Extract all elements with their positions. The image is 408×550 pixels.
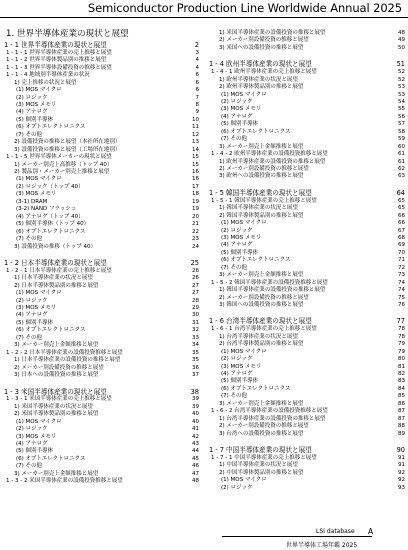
toc-entry-title: (3) MOS メモリ (221, 234, 262, 241)
toc-entry-page: 49 (398, 37, 405, 44)
toc-entry-page: 9 (195, 109, 199, 116)
toc-entry-title: 1 - 4 - 1 欧州半導体産業の売上推移と展望 (211, 69, 317, 76)
toc-entry-title: (5) 個別半導体 (221, 121, 259, 128)
toc-entry-title: (6) オプトエレクトロニクス (16, 124, 86, 131)
toc-entry-title: (2) ロジック (16, 297, 48, 304)
toc-entry-title: 3) 台湾への設備投資の推移と展望 (219, 430, 304, 437)
toc-entry-page: 18 (192, 191, 199, 198)
toc-entry-title: 1) 台湾半導体産業の状況と展望 (219, 333, 298, 340)
toc-entry-title: (7) その他 (16, 131, 43, 138)
toc-entry-title: (5) 個別半導体 (221, 378, 259, 385)
toc-entry-page: 67 (398, 227, 405, 234)
toc-entry-title: (6) オプトエレクトロニクス (221, 128, 291, 135)
toc-entry-page: 36 (192, 364, 199, 371)
toc-entry-title: 3) 米国への設備投資の推移と展望 (219, 44, 304, 51)
toc-entry-page: 38 (190, 387, 199, 396)
toc-entry-page: 83 (398, 378, 405, 385)
toc-entry-page: 43 (192, 441, 199, 447)
toc-entry-title: 3) メーカー別売上金額推移と展望 (219, 143, 304, 150)
toc-entry-title: 3) メーカー別売上金額推移と展望 (14, 470, 99, 477)
toc-entry-page: 74 (398, 287, 405, 294)
toc-entry-title: 1) 韓国半導体産業の状況と展望 (219, 205, 298, 212)
toc-entry-title: 3) メーカー別売上金額推移と展望 (14, 342, 99, 349)
toc-entry-page: 3 (195, 49, 199, 56)
toc-entry-page: 34 (192, 342, 199, 349)
toc-entry-title: 1 - 7 中国半導体産業の現状と展望 (209, 446, 312, 454)
toc-entry-page: 28 (192, 297, 199, 304)
toc-entry-page: 58 (398, 128, 405, 135)
toc-entry-title: (2) ロジック (221, 484, 253, 491)
toc-entry-page: 92 (398, 469, 405, 476)
toc-entry-page: 76 (398, 302, 405, 308)
toc-entry-page: 53 (398, 91, 405, 98)
toc-entry-title: 1) 日本半導体産業の設備投資の推移と展望 (14, 357, 121, 364)
toc-entry (4, 243, 199, 251)
toc-entry-page: 52 (398, 76, 405, 83)
toc-entry-title: 3) 設備投資の推移（トップ 40） (14, 243, 96, 250)
toc-entry-page: 79 (398, 341, 405, 348)
toc-entry-title: (4) アナログ (16, 109, 48, 116)
toc-entry-page: 71 (398, 257, 405, 264)
toc-entry-title: 1) 米国半導体産業の設備投資の推移と展望 (219, 30, 326, 36)
footer-mark: A (368, 527, 374, 536)
toc-entry-title: 1 - 1 - 3 世界半導体設備投資の推移と展望 (6, 64, 112, 71)
toc-entry-title: (4) アナログ (221, 370, 253, 377)
toc-entry-title: 1) 台湾半導体産業の設備投資の推移と展望 (219, 415, 326, 422)
toc-entry-title: 3) メーカー別売上金額推移と展望 (219, 272, 304, 279)
toc-entry-title: (5) 個別半導体 (16, 448, 54, 455)
toc-entry-page: 19 (192, 198, 199, 205)
toc-entry-page: 15 (192, 161, 199, 168)
toc-entry-title: 1 - 5 韓国半導体産業の現状と展望 (209, 188, 312, 197)
toc-entry-page: 70 (398, 249, 405, 256)
toc-entry-title: (1) MOS マイクロ (221, 348, 267, 355)
toc-entry-page: 40 (192, 418, 199, 425)
toc-entry-title: (3) MOS メモリ (16, 305, 57, 311)
toc-entry-page: 46 (192, 463, 199, 470)
toc-entry (209, 44, 405, 52)
toc-entry-page: 61 (398, 158, 405, 165)
toc-entry-page: 11 (192, 124, 199, 131)
toc-entry-page: 27 (192, 290, 199, 297)
toc-entry-page: 52 (398, 69, 405, 76)
toc-entry-title: 1 - 3 - 1 米国半導体産業の売上推移と展望 (6, 396, 112, 403)
toc-entry-title: 3) メーカー別売上金額推移と展望 (219, 400, 304, 407)
toc-entry-page: 33 (192, 334, 199, 341)
toc-entry-title: 1 - 4 - 2 欧州半導体産業の設備投資推移と展望 (211, 151, 328, 158)
toc-entry-page: 2 (194, 41, 199, 49)
toc-entry-title: 2) 製品別・メーカー別売上推移と展望 (14, 169, 110, 175)
toc-entry-title: (1) MOS マイクロ (16, 176, 62, 183)
toc-entry-title: 1 - 6 台湾半導体産業の現状と展望 (209, 317, 312, 326)
toc-entry-page: 39 (192, 396, 199, 403)
toc-entry-title: (6) オプトエレクトロニクス (221, 385, 291, 392)
toc-entry-title: (1) MOS マイクロ (16, 418, 62, 425)
toc-entry-page: 66 (398, 212, 405, 219)
toc-entry-page: 19 (192, 206, 199, 213)
toc-entry-title: (7) その他 (221, 264, 248, 271)
chapter-title: 1. 世界半導体産業の現状と展望 (6, 29, 129, 39)
toc-entry-page: 45 (192, 455, 199, 462)
toc-entry-title: (7) その他 (221, 136, 248, 143)
toc-entry-title: 2) 設備投資の推移と展望（本社所在地別） (14, 139, 121, 146)
toc-entry-title: 1 - 6 - 1 台湾半導体産業の売上推移と展望 (211, 326, 317, 333)
toc-entry-title: 2) 日本半導体製品別の推移と展望 (14, 282, 99, 289)
toc-entry-title: 1 - 3 - 2 米国半導体産業の設備投資推移と展望 (6, 478, 123, 485)
toc-entry-page: 29 (192, 305, 199, 311)
toc-entry-page: 53 (398, 84, 405, 91)
toc-entry-title: (3) MOS メモリ (16, 433, 57, 440)
toc-entry-page: 80 (398, 356, 405, 363)
toc-entry-title: (3) MOS メモリ (221, 363, 262, 370)
toc-entry-title: (6) オプトエレクトロニクス (16, 455, 86, 462)
toc-entry-title: 1 - 5 - 2 韓国半導体産業の設備投資推移と展望 (211, 279, 328, 286)
toc-entry-page: 84 (398, 385, 405, 392)
toc-entry-page: 54 (398, 98, 405, 105)
toc-entry (209, 60, 405, 68)
toc-entry-page: 86 (398, 400, 405, 407)
toc-entry-title: (4) アナログ (16, 312, 48, 319)
toc-entry-title: 1) 中国半導体産業の状況と展望 (219, 462, 298, 469)
toc-entry (4, 388, 199, 396)
toc-entry-page: 63 (398, 173, 405, 180)
toc-entry-title: (3) MOS メモリ (16, 101, 57, 108)
toc-entry-page: 85 (398, 393, 405, 400)
toc-entry-title: (5) 個別半導体（トップ 40） (16, 221, 90, 228)
toc-entry-page: 32 (192, 327, 199, 334)
toc-entry-page: 64 (396, 188, 405, 197)
toc-entry-title: 3) 設備投資の推移と展望（工場所在地別） (14, 146, 121, 153)
toc-entry-page: 35 (192, 357, 199, 364)
toc-entry-page: 20 (192, 213, 199, 220)
toc-entry-title: (5) 個別半導体 (16, 319, 54, 326)
toc-entry-page: 39 (192, 403, 199, 410)
toc-entry-page: 16 (192, 176, 199, 183)
toc-entry-title: (2) ロジック (221, 98, 253, 105)
toc-entry-page: 79 (398, 348, 405, 355)
toc-entry-title: (5) 個別半導体 (16, 116, 54, 123)
toc-entry-page: 89 (398, 430, 405, 437)
toc-entry-page: 4 (195, 57, 199, 64)
toc-entry-title: 2) 欧州半導体製品別の推移と展望 (219, 84, 304, 91)
toc-entry-title: 2) 米国半導体製品別の推移と展望 (14, 411, 99, 418)
toc-entry (4, 371, 199, 379)
toc-entry-page: 62 (398, 166, 405, 172)
toc-entry-title: 3) 日本への設備投資の推移と展望 (14, 372, 99, 379)
toc-entry-page: 51 (396, 60, 405, 69)
toc-entry-page: 77 (396, 317, 405, 326)
toc-entry-page: 91 (398, 454, 405, 461)
toc-entry-title: (3-1) DRAM (16, 198, 48, 205)
toc-entry (209, 484, 405, 492)
toc-entry-page: 57 (398, 121, 405, 128)
toc-entry-page: 6 (195, 79, 199, 86)
toc-entry-page: 65 (398, 205, 405, 212)
toc-entry-page: 93 (398, 484, 405, 491)
toc-entry-title: (6) オプトエレクトロニクス (16, 228, 86, 235)
toc-entry-title: (4) アナログ (221, 113, 253, 120)
toc-entry-page: 4 (195, 64, 199, 71)
toc-entry-title: (5) 個別半導体 (221, 249, 259, 256)
toc-entry-title: 2) メーカー別設備投資の推移と展望 (14, 364, 104, 371)
toc-entry (4, 259, 199, 267)
toc-entry-title: 1 - 2 - 2 日本半導体産業の設備投資推移と展望 (6, 349, 123, 356)
toc-entry-page: 7 (195, 94, 199, 101)
footer-database: LSI database (316, 528, 355, 535)
toc-entry-title: (1) MOS マイクロ (221, 477, 267, 484)
toc-entry-page: 61 (398, 151, 405, 158)
toc-entry-title: 1 - 4 欧州半導体産業の現状と展望 (209, 60, 312, 69)
toc-entry-title: 1) 欧州半導体産業の状況と展望 (219, 76, 298, 83)
toc-entry-page: 82 (398, 370, 405, 377)
toc-entry-title: 1) 日本半導体産業の状況と展望 (14, 275, 93, 282)
toc-entry-page: 26 (192, 275, 199, 282)
toc-entry-page: 50 (398, 44, 405, 51)
toc-entry-page: 6 (195, 87, 199, 94)
toc-entry-page: 59 (398, 136, 405, 143)
toc-entry-page: 56 (398, 113, 405, 120)
toc-entry (209, 189, 405, 197)
toc-entry-page: 22 (192, 228, 199, 235)
toc-entry-page: 78 (398, 333, 405, 340)
toc-entry (209, 301, 405, 309)
footer-publication: 世界半導体工場年鑑 2025 (286, 542, 358, 549)
header-title: Semiconductor Production Line Worldwide Annual 2025 (87, 1, 402, 15)
toc-entry-page: 88 (398, 423, 405, 430)
toc-entry-page: 91 (398, 462, 405, 469)
toc-entry-page: 14 (192, 146, 199, 153)
toc-entry-page: 87 (398, 415, 405, 422)
toc-entry-page: 92 (398, 477, 405, 484)
page-header (0, 0, 408, 19)
toc-entry-title: 2) 韓国半導体製品別の推移と展望 (219, 212, 304, 219)
toc-entry-title: 2) 中国半導体製品別の推移と展望 (219, 469, 304, 476)
toc-entry-title: (3) MOS メモリ (16, 191, 57, 198)
toc-entry-title: (1) MOS マイクロ (221, 220, 267, 227)
toc-entry-page: 44 (192, 448, 199, 455)
toc-entry-page: 65 (398, 197, 405, 204)
toc-entry-page: 90 (396, 446, 405, 454)
toc-entry-title: 1 - 1 - 4 地域別半導体産業の状況 (6, 72, 90, 79)
toc-entry-title: 1 - 6 - 2 台湾半導体産業の設備投資推移と展望 (211, 408, 328, 415)
toc-entry-page: 68 (398, 234, 405, 241)
toc-entry-page: 48 (398, 30, 405, 36)
toc-entry-title: 1 - 1 - 1 世界半導体産業の売上推移と展望 (6, 49, 112, 56)
toc-entry-title: 1 - 1 世界半導体産業の現状と展望 (4, 41, 107, 49)
toc-entry-page: 30 (192, 312, 199, 319)
toc-entry-page: 72 (398, 264, 405, 271)
toc-entry-page: 74 (398, 279, 405, 286)
toc-entry-page: 12 (192, 131, 199, 138)
toc-entry-title: (7) その他 (16, 236, 43, 243)
toc-entry-page: 16 (192, 169, 199, 175)
toc-entry-title: (2) ロジック (221, 356, 253, 363)
toc-entry-title: (3-2) NAND フラッシュ (16, 206, 77, 213)
toc-entry-title: (7) その他 (16, 334, 43, 341)
toc-entry-title: (7) その他 (221, 393, 248, 400)
toc-entry-page: 25 (190, 258, 199, 267)
toc-entry-title: (2) ロジック (16, 426, 48, 433)
toc-entry-page: 6 (195, 72, 199, 79)
footer-rule (222, 536, 372, 537)
toc-entry-title: (3) MOS メモリ (221, 106, 262, 113)
toc-entry-page: 87 (398, 408, 405, 415)
toc-entry-page: 42 (192, 433, 199, 440)
toc-entry-page: 48 (192, 478, 199, 485)
toc-entry-page: 24 (192, 243, 199, 250)
toc-entry (209, 430, 405, 438)
toc-entry-page: 41 (192, 426, 199, 433)
toc-entry-page: 81 (398, 363, 405, 370)
toc-entry-title: (4) アナログ (221, 242, 253, 249)
toc-entry-page: 78 (398, 326, 405, 333)
toc-entry-page: 55 (398, 106, 405, 113)
toc-entry-title: (6) オプトエレクトロニクス (16, 327, 86, 334)
toc-entry-page: 31 (192, 319, 199, 326)
toc-entry (209, 317, 405, 325)
toc-entry-page: 73 (398, 272, 405, 279)
toc-entry-page: 75 (398, 294, 405, 301)
toc-entry (209, 446, 405, 454)
toc-entry-title: (7) その他 (16, 463, 43, 470)
toc-entry (4, 477, 199, 485)
toc-entry-title: (6) オプトエレクトロニクス (221, 257, 291, 264)
toc-entry-title: 1 - 1 - 5 世界半導体メーカーの現状と展望 (6, 154, 112, 161)
toc-entry-page: 66 (398, 220, 405, 227)
toc-entry-page: 26 (192, 267, 199, 274)
toc-entry-page: 17 (192, 183, 199, 190)
toc-entry (4, 41, 199, 49)
toc-entry-title: (2) ロジック（トップ 40） (16, 183, 84, 190)
toc-entry-title: 1) 欧州半導体産業の設備投資の推移と展望 (219, 158, 326, 165)
toc-entry-page: 13 (192, 139, 199, 146)
toc-entry-title: 1) 売上推移の状況と展望 (14, 79, 77, 86)
toc-entry-title: 1 - 2 日本半導体産業の現状と展望 (4, 258, 107, 267)
toc-entry-title: 2) メーカー別設備投資の推移と展望 (219, 37, 309, 44)
toc-entry-page: 47 (192, 470, 199, 477)
toc-entry-title: 3) 欧州への設備投資の推移と展望 (219, 173, 304, 180)
toc-entry-title: (2) ロジック (221, 227, 253, 234)
toc-entry-page: 15 (192, 154, 199, 161)
toc-entry-title: 1 - 7 - 1 中国半導体産業の売上推移と展望 (211, 454, 317, 461)
toc-entry-page: 27 (192, 282, 199, 289)
toc-entry-title: 1 - 1 - 2 世界半導体製品別の推移と展望 (6, 57, 107, 64)
toc-entry-page: 60 (398, 143, 405, 150)
toc-entry-title: 1) 米国半導体産業の状況と展望 (14, 403, 93, 410)
toc-entry-title: 3) 韓国への設備投資の推移と展望 (219, 302, 304, 308)
toc-entry-title: (1) MOS マイクロ (221, 91, 267, 98)
toc-entry-title: (4) アナログ（トップ 40） (16, 213, 84, 220)
toc-entry-title: 1) メーカー別売上高推移（トップ 40） (14, 161, 113, 168)
toc-entry (209, 172, 405, 180)
toc-entry-title: 1 - 2 - 1 日本半導体産業の売上推移と展望 (6, 267, 112, 274)
toc-entry-page: 23 (192, 236, 199, 243)
toc-entry-title: (1) MOS マイクロ (16, 290, 62, 297)
toc-entry-page: 37 (192, 372, 199, 379)
toc-entry-title: 2) 台湾半導体製品別の推移と展望 (219, 341, 304, 348)
toc-entry-page: 10 (192, 116, 199, 123)
header-rule (0, 17, 408, 18)
toc-entry-page: 35 (192, 349, 199, 356)
toc-entry-title: 2) メーカー別設備投資の推移と展望 (219, 166, 309, 172)
toc-entry-page: 8 (195, 101, 199, 108)
toc-entry-title: 1 - 5 - 1 韓国半導体産業の売上推移と展望 (211, 197, 317, 204)
toc-entry-title: (1) MOS マイクロ (16, 87, 62, 94)
toc-entry-page: 21 (192, 221, 199, 228)
toc-entry-title: 1 - 3 米国半導体産業の現状と展望 (4, 387, 107, 396)
toc-entry-page: 69 (398, 242, 405, 249)
toc-entry-title: 2) メーカー別設備投資の推移と展望 (219, 294, 309, 301)
toc-entry-title: 1) 韓国半導体産業の設備投資の推移と展望 (219, 287, 326, 294)
toc-entry-title: 2) メーカー別設備投資の推移と展望 (219, 423, 309, 430)
toc-entry-title: (4) アナログ (16, 441, 48, 447)
toc-entry-title: (2) ロジック (16, 94, 48, 101)
toc-entry-page: 40 (192, 411, 199, 418)
